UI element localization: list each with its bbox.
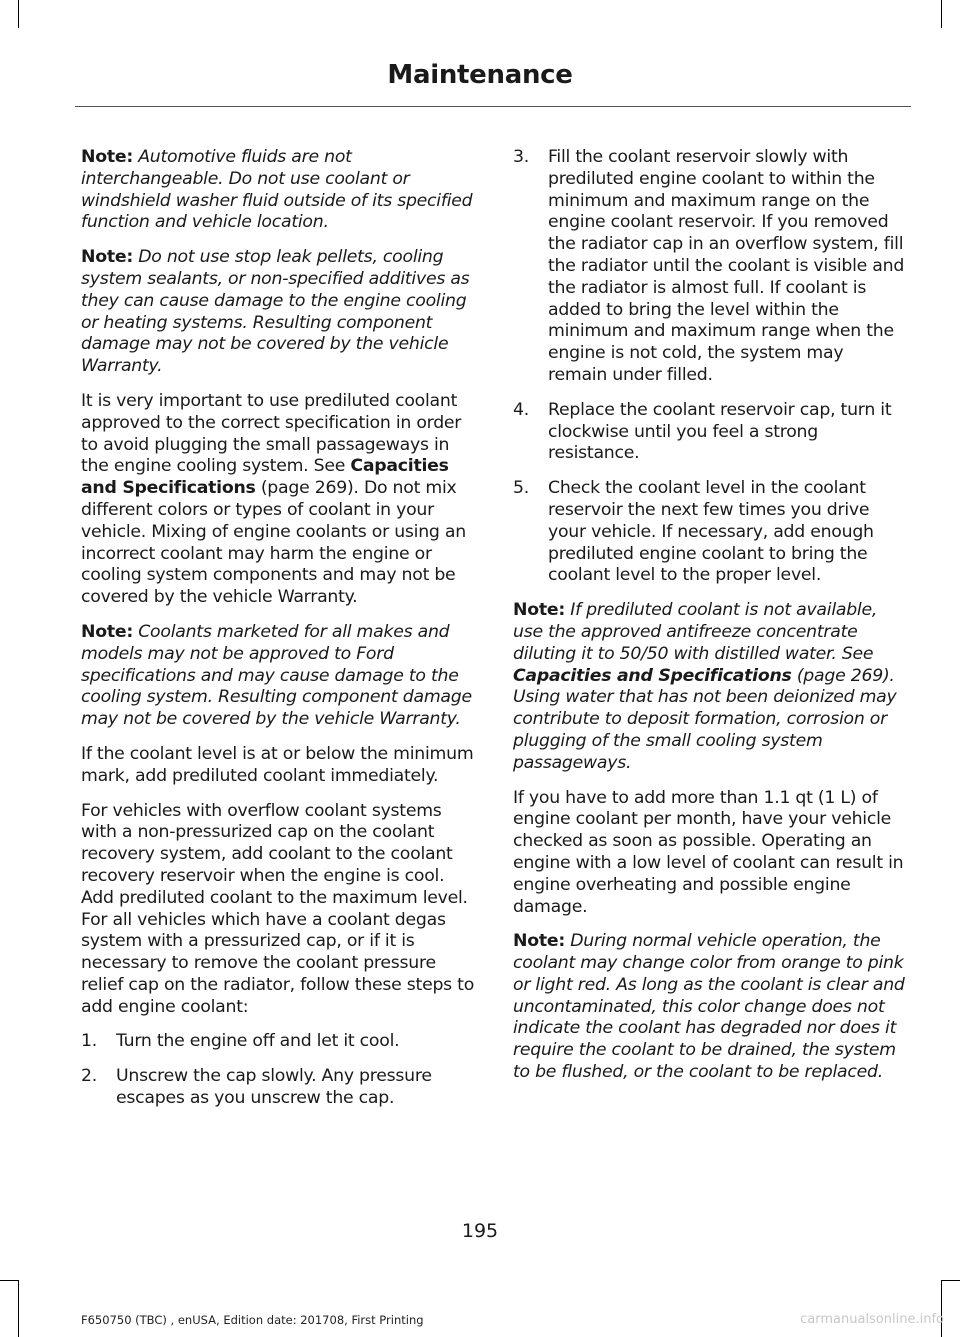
crop-mark-bottom-left-h <box>0 1280 18 1281</box>
step-number: 1. <box>81 1031 97 1052</box>
note-text: Coolants marketed for all makes and models may not be approved to Ford specifications and may cause damage to the cooling system. Resulting component damage may not be covered by the vehicle Warranty. <box>81 621 472 730</box>
note-text: Do not use stop leak pellets, cooling system sealants, or non-specified additives as they can cause damage to the engine cooling or heating systems. Resulting component damage may not be covered by the vehicle Warranty. <box>81 247 470 377</box>
capacities-specifications-link[interactable]: Capacities and Specifications <box>81 456 449 499</box>
note-text: During normal vehicle operation, the coolant may change color from orange to pink or light red. As long as the coolant is clear and uncontaminated, this color change does not indicate the coolant has degraded nor does it require the coolant to be drained, the system to be flushed, or the coolant to be replaced. <box>513 931 905 1083</box>
crop-mark-bottom-right-v <box>941 1280 942 1337</box>
capacities-specifications-link[interactable]: Capacities and Specifications <box>513 665 792 686</box>
page-number: 195 <box>461 1220 499 1242</box>
paragraph-prediluted-coolant <box>81 391 475 609</box>
step-number: 5. <box>513 478 529 499</box>
note-text: If prediluted coolant is not available, use the approved antifreeze concentrate diluting it to 50/50 with distilled water. See <box>513 600 878 664</box>
section-title: Maintenance <box>387 60 573 90</box>
crop-mark-top-right <box>941 0 942 28</box>
watermark: carmanualsonline.info <box>800 1312 944 1327</box>
paragraph-overflow-systems: For vehicles with overflow coolant systems with a non-pressurized cap on the coolant recovery system, add coolant to the coolant recovery reservoir when the engine is cool. Add prediluted coolant to the maximum level. For all vehicles which have a coolant degas system with a pressurized cap, or if it is necessary to remove the coolant pressure relief cap on the radiator, follow these steps to add engine coolant: <box>81 800 475 1017</box>
crop-mark-top-left <box>18 0 19 28</box>
step-text: Turn the engine off and let it cool. <box>116 1031 400 1052</box>
note-label: Note: <box>513 600 565 621</box>
paragraph-coolant-level: If the coolant level is at or below the minimum mark, add prediluted coolant immediately. <box>81 743 474 786</box>
note-label: Note: <box>81 621 133 642</box>
step-text: Replace the coolant reservoir cap, turn it clockwise until you feel a strong resistance. <box>548 399 892 464</box>
crop-mark-bottom-left-v <box>18 1280 19 1337</box>
step-2 <box>81 1066 475 1110</box>
note-text: Using water that has not been deionized may contribute to deposit formation, corrosion or plugging of the small cooling system passageways. <box>513 687 897 773</box>
right-column <box>513 147 907 1097</box>
note-fluids <box>81 147 475 234</box>
step-text: Check the coolant level in the coolant reservoir the next few times you drive your vehicle. If necessary, add enough prediluted engine coolant to bring the coolant level to the proper level. <box>548 478 874 586</box>
step-3 <box>513 147 907 387</box>
note-stop-leak <box>81 247 475 378</box>
step-5 <box>513 478 907 587</box>
step-number: 3. <box>513 147 529 167</box>
note-text: Automotive fluids are not interchangeable. Do not use coolant or windshield washer fluid outside of its specified function and vehicle location. <box>81 147 473 233</box>
footer-edition-info: F650750 (TBC) , enUSA, Edition date: 201708, First Printing <box>81 1313 424 1327</box>
note-color-change <box>513 931 907 1084</box>
note-prediluted-unavailable <box>513 600 907 774</box>
step-text: Unscrew the cap slowly. Any pressure escapes as you unscrew the cap. <box>116 1066 432 1109</box>
step-number: 2. <box>81 1066 97 1087</box>
left-column <box>81 147 475 1123</box>
step-text: Fill the coolant reservoir slowly with prediluted engine coolant to within the minimum and maximum range on the engine coolant reservoir. If you removed the radiator cap in an overflow system, fill the radiator until the coolant is visible and the radiator is almost full. If coolant is added to bring the level within the minimum and maximum range when the engine is not cold, the system may remain under filled. <box>548 147 905 385</box>
note-label: Note: <box>81 247 133 268</box>
note-label: Note: <box>81 147 133 167</box>
step-1 <box>81 1031 475 1053</box>
paragraph-text: It is very important to use prediluted coolant approved to the correct specification in order to avoid plugging the small passageways in the engine cooling system. See <box>81 390 462 477</box>
step-number: 4. <box>513 399 529 420</box>
header-rule <box>75 106 911 107</box>
page-reference: (page 269). <box>260 478 359 499</box>
step-4 <box>513 400 907 465</box>
note-coolants-marketed <box>81 622 475 731</box>
crop-mark-bottom-right-h <box>942 1280 960 1281</box>
paragraph-text: Do not mix different colors or types of coolant in your vehicle. Mixing of engine coolants or using an incorrect coolant may harm the engine or cooling system components and may not be covered by the vehicle Warranty. <box>81 478 466 608</box>
page-reference: (page 269). <box>796 665 895 686</box>
note-label: Note: <box>513 931 565 952</box>
paragraph-add-more-coolant: If you have to add more than 1.1 qt (1 L) of engine coolant per month, have your vehicle checked as soon as possible. Operating an engine with a low level of coolant can result in engine overheating and possible engine damage. <box>513 787 904 917</box>
